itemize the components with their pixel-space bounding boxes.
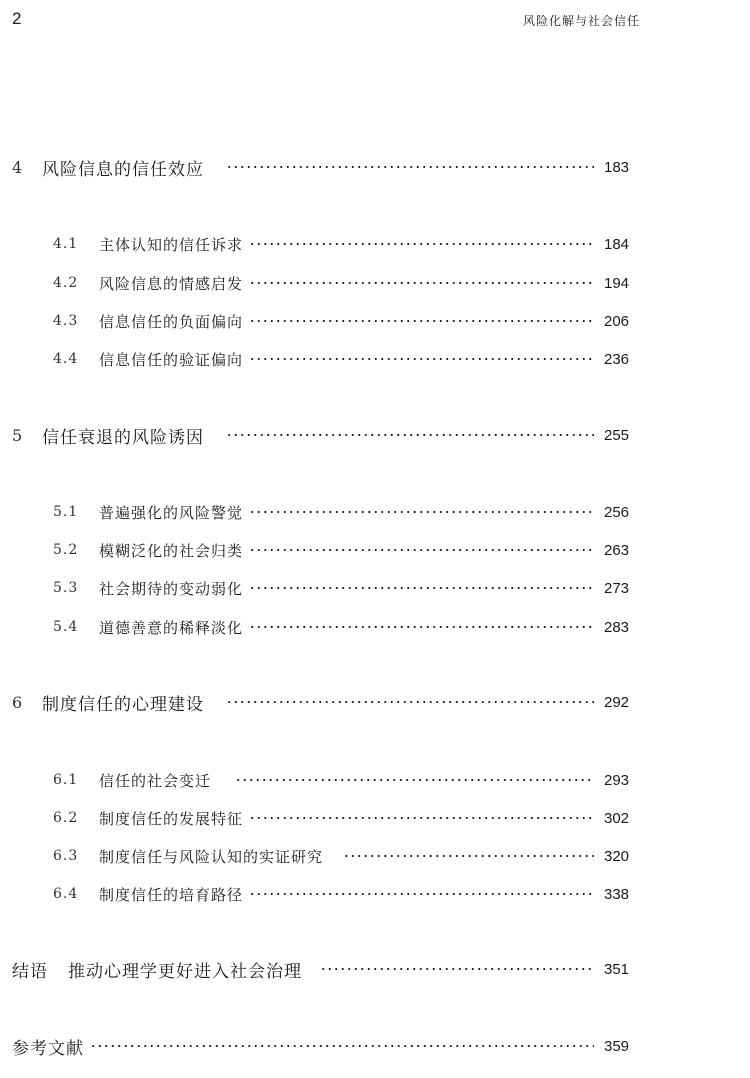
page-ref: 183 [604, 158, 630, 176]
page-ref: 236 [604, 350, 630, 368]
section-title: 制度信任的培育路径 [99, 885, 244, 904]
page-ref: 255 [604, 426, 630, 444]
dot-leader [226, 434, 594, 436]
toc-references[interactable] [0, 1033, 750, 1059]
page-ref: 273 [604, 579, 630, 597]
dot-leader [249, 243, 594, 245]
section-number: 6.4 [53, 886, 79, 902]
page-ref: 194 [604, 274, 630, 292]
page-ref: 293 [604, 771, 630, 789]
toc-conclusion[interactable] [0, 956, 750, 982]
dot-leader [235, 779, 594, 781]
toc-section-6-2[interactable] [0, 805, 750, 831]
toc-section-5-2[interactable] [0, 537, 750, 563]
page-ref: 351 [604, 960, 630, 978]
toc-chapter-5[interactable] [0, 422, 750, 448]
toc-section-5-1[interactable] [0, 499, 750, 525]
dot-leader [249, 511, 594, 513]
page-ref: 359 [604, 1037, 630, 1055]
running-head: 风险化解与社会信任 [522, 14, 640, 28]
page-ref: 283 [604, 618, 630, 636]
section-title: 普遍强化的风险警觉 [99, 503, 244, 522]
toc-section-4-3[interactable] [0, 308, 750, 334]
section-title: 模糊泛化的社会归类 [99, 541, 244, 560]
section-title: 道德善意的稀释淡化 [99, 618, 244, 637]
section-title: 信任的社会变迁 [99, 771, 212, 790]
page-ref: 292 [604, 693, 630, 711]
dot-leader [249, 549, 594, 551]
dot-leader [343, 855, 594, 857]
toc-section-5-4[interactable] [0, 614, 750, 640]
toc-section-4-1[interactable] [0, 231, 750, 257]
chapter-title: 信任衰退的风险诱因 [42, 427, 204, 448]
dot-leader [226, 166, 594, 168]
toc-section-5-3[interactable] [0, 575, 750, 601]
conclusion-title-group [12, 957, 302, 982]
chapter-title: 制度信任的心理建设 [42, 694, 204, 715]
section-number: 4.1 [53, 236, 79, 252]
toc-chapter-4[interactable] [0, 154, 750, 180]
toc-section-6-3[interactable] [0, 843, 750, 869]
section-title: 风险信息的情感启发 [99, 274, 244, 293]
page-ref: 302 [604, 809, 630, 827]
page-ref: 206 [604, 312, 630, 330]
toc-section-4-2[interactable] [0, 270, 750, 296]
dot-leader [249, 358, 594, 360]
dot-leader [249, 587, 594, 589]
section-number: 6.3 [53, 848, 79, 864]
chapter-title: 风险信息的信任效应 [42, 159, 204, 180]
section-number: 5.1 [53, 504, 79, 520]
section-number: 6.1 [53, 772, 79, 788]
section-title: 制度信任与风险认知的实证研究 [99, 847, 324, 866]
page-ref: 256 [604, 503, 630, 521]
section-title: 社会期待的变动弱化 [99, 579, 244, 598]
dot-leader [249, 626, 594, 628]
section-title: 信息信任的验证偏向 [99, 350, 244, 369]
page-number: 2 [12, 9, 22, 28]
section-number: 4.3 [53, 313, 79, 329]
dot-leader [226, 701, 594, 703]
section-number: 6.2 [53, 810, 79, 826]
chapter-number: 4 [12, 157, 23, 177]
conclusion-title: 推动心理学更好进入社会治理 [68, 961, 302, 982]
toc-section-6-1[interactable] [0, 767, 750, 793]
chapter-number: 5 [12, 425, 23, 445]
dot-leader [249, 817, 594, 819]
page-ref: 320 [604, 847, 630, 865]
section-number: 5.4 [53, 619, 79, 635]
dot-leader [249, 893, 594, 895]
section-number: 4.4 [53, 351, 79, 367]
page-ref: 338 [604, 885, 630, 903]
dot-leader [249, 282, 594, 284]
references-title: 参考文献 [12, 1038, 84, 1059]
toc-section-4-4[interactable] [0, 346, 750, 372]
page-ref: 263 [604, 541, 630, 559]
dot-leader [90, 1045, 594, 1047]
section-number: 5.3 [53, 580, 79, 596]
toc-chapter-6[interactable] [0, 689, 750, 715]
toc-section-6-4[interactable] [0, 881, 750, 907]
page-ref: 184 [604, 235, 630, 253]
section-title: 信息信任的负面偏向 [99, 312, 244, 331]
dot-leader [320, 968, 594, 970]
conclusion-label: 结语 [12, 961, 48, 982]
section-number: 5.2 [53, 542, 79, 558]
chapter-number: 6 [12, 692, 23, 712]
dot-leader [249, 320, 594, 322]
section-title: 主体认知的信任诉求 [99, 235, 244, 254]
section-number: 4.2 [53, 275, 79, 291]
section-title: 制度信任的发展特征 [99, 809, 244, 828]
